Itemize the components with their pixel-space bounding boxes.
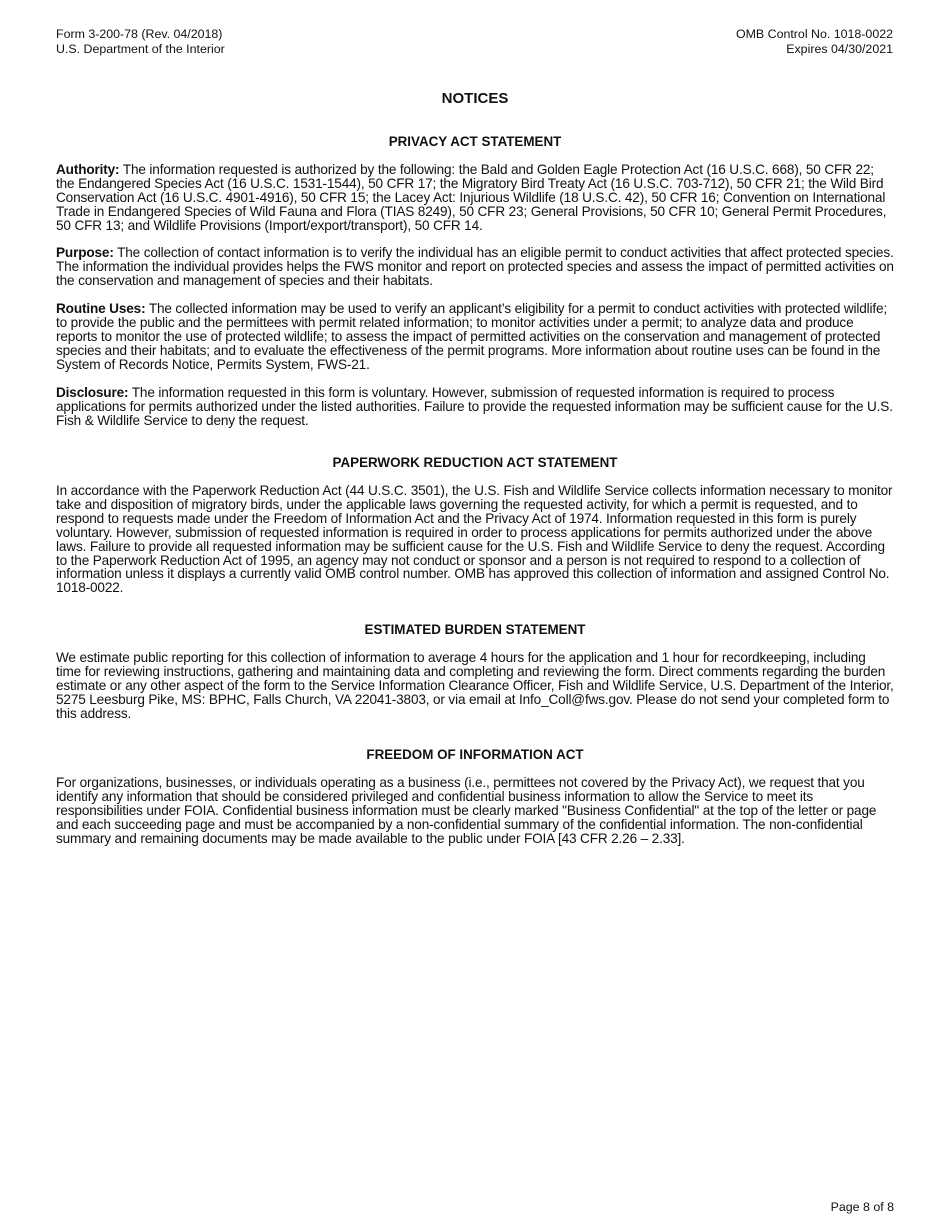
header-left: [56, 27, 225, 56]
purpose-label: Purpose:: [56, 245, 114, 260]
foia-heading: FREEDOM OF INFORMATION ACT: [366, 747, 584, 762]
privacy-act-heading: PRIVACY ACT STATEMENT: [388, 134, 562, 149]
foia-paragraph: For organizations, businesses, or individuals operating as a business (i.e., permittees not covered by the Privacy Act), we request that you identify any information that should be considered privileged and confidential business information to allow the Service to meet its responsibilities under FOIA. Confidential business information must be clearly marked "Business Confidential" at the top of the letter or page and each succeeding page and must be accompanied by a non-confidential summary of the confidential information. The non-confidential summary and remaining documents may be made available to the public under FOIA [43 CFR 2.26 – 2.33].: [56, 775, 877, 846]
page-header: [56, 27, 893, 56]
disclosure-label: Disclosure:: [56, 385, 129, 400]
expiration-date: Expires 04/30/2021: [786, 41, 893, 56]
routine-uses-paragraph: [56, 302, 894, 372]
authority-label: Authority:: [56, 162, 120, 177]
paperwork-reduction-heading: PAPERWORK REDUCTION ACT STATEMENT: [332, 455, 618, 470]
authority-text: The information requested is authorized by the following: the Bald and Golden Eagle Protection Act (16 U.S.C. 668), 50 CFR 22; the Endangered Species Act (16 U.S.C. 1531-1544), 50 CFR 17; the Migratory Bird Treaty Act (16 U.S.C. 703-712), 50 CFR 21; the Wild Bird Conservation Act (16 U.S.C. 4901-4916), 50 CFR 15; the Lacey Act: Injurious Wildlife (18 U.S.C. 42), 50 CFR 16; Convention on International Trade in Endangered Species of Wild Fauna and Flora (TIAS 8249), 50 CFR 23; General Provisions, 50 CFR 10; General Permit Procedures, 50 CFR 13; and Wildlife Provisions (Import/export/transport), 50 CFR 14.: [56, 162, 887, 233]
purpose-paragraph: [56, 246, 894, 288]
omb-control-number: OMB Control No. 1018-0022: [735, 27, 893, 41]
routine-uses-text: The collected information may be used to verify an applicant’s eligibility for a permit to conduct activities with protected wildlife; to provide the public and the permittees with permit related information; to monitor activities under a permit; to analyze data and produce reports to monitor the use of protected wildlife; to assess the impact of permitted activities on the conservation and management of protected species and their habitats; and to evaluate the effectiveness of the permit programs. More information about routine uses can be found in the System of Records Notice, Permits System, FWS-21.: [56, 301, 888, 372]
purpose-text: The collection of contact information is to verify the individual has an eligible permit to conduct activities that affect protected species. The information the individual provides helps the FWS monitor and report on protected species and assess the impact of permitted activities on the conservation and management of species and their habitats.: [56, 245, 894, 288]
department-name: U.S. Department of the Interior: [56, 41, 225, 56]
authority-paragraph: [56, 163, 894, 233]
routine-uses-label: Routine Uses:: [56, 301, 146, 316]
disclosure-text: The information requested in this form is voluntary. However, submission of requested information is required to process applications for permits authorized under the listed authorities. Failure to provide the requested information may be sufficient cause for the U.S. Fish & Wildlife Service to deny the request.: [56, 385, 893, 428]
page-title: NOTICES: [441, 90, 509, 107]
paperwork-reduction-paragraph: In accordance with the Paperwork Reduction Act (44 U.S.C. 3501), the U.S. Fish and Wildlife Service collects information necessary to monitor take and disposition of migratory birds, under the applicable laws governing the requested activity, for which a permit is requested, and to respond to requests made under the Freedom of Information Act and the Privacy Act of 1974. Information requested in this form is purely voluntary. However, submission of requested information is required in order to process applications for permits authorized under the above laws. Failure to provide all requested information may be sufficient cause for the U.S. Fish and Wildlife Service to deny the request. According to the Paperwork Reduction Act of 1995, an agency may not conduct or sponsor and a person is not required to respond to a collection of information unless it displays a currently valid OMB control number. OMB has approved this collection of information and assigned Control No. 1018-0022.: [56, 483, 893, 596]
page-number: Page 8 of 8: [830, 1200, 894, 1214]
disclosure-paragraph: [56, 386, 894, 428]
estimated-burden-paragraph: We estimate public reporting for this collection of information to average 4 hours for the application and 1 hour for recordkeeping, including time for reviewing instructions, gathering and maintaining data and completing and reviewing the form. Direct comments regarding the burden estimate or any other aspect of the form to the Service Information Clearance Officer, Fish and Wildlife Service, U.S. Department of the Interior, 5275 Leesburg Pike, MS: BPHC, Falls Church, VA 22041-3803, or via email at Info_Coll@fws.gov. Please do not send your completed form to this address.: [56, 650, 894, 721]
estimated-burden-heading: ESTIMATED BURDEN STATEMENT: [364, 622, 586, 637]
header-right: [736, 27, 893, 56]
form-number: Form 3-200-78 (Rev. 04/2018): [56, 27, 223, 41]
